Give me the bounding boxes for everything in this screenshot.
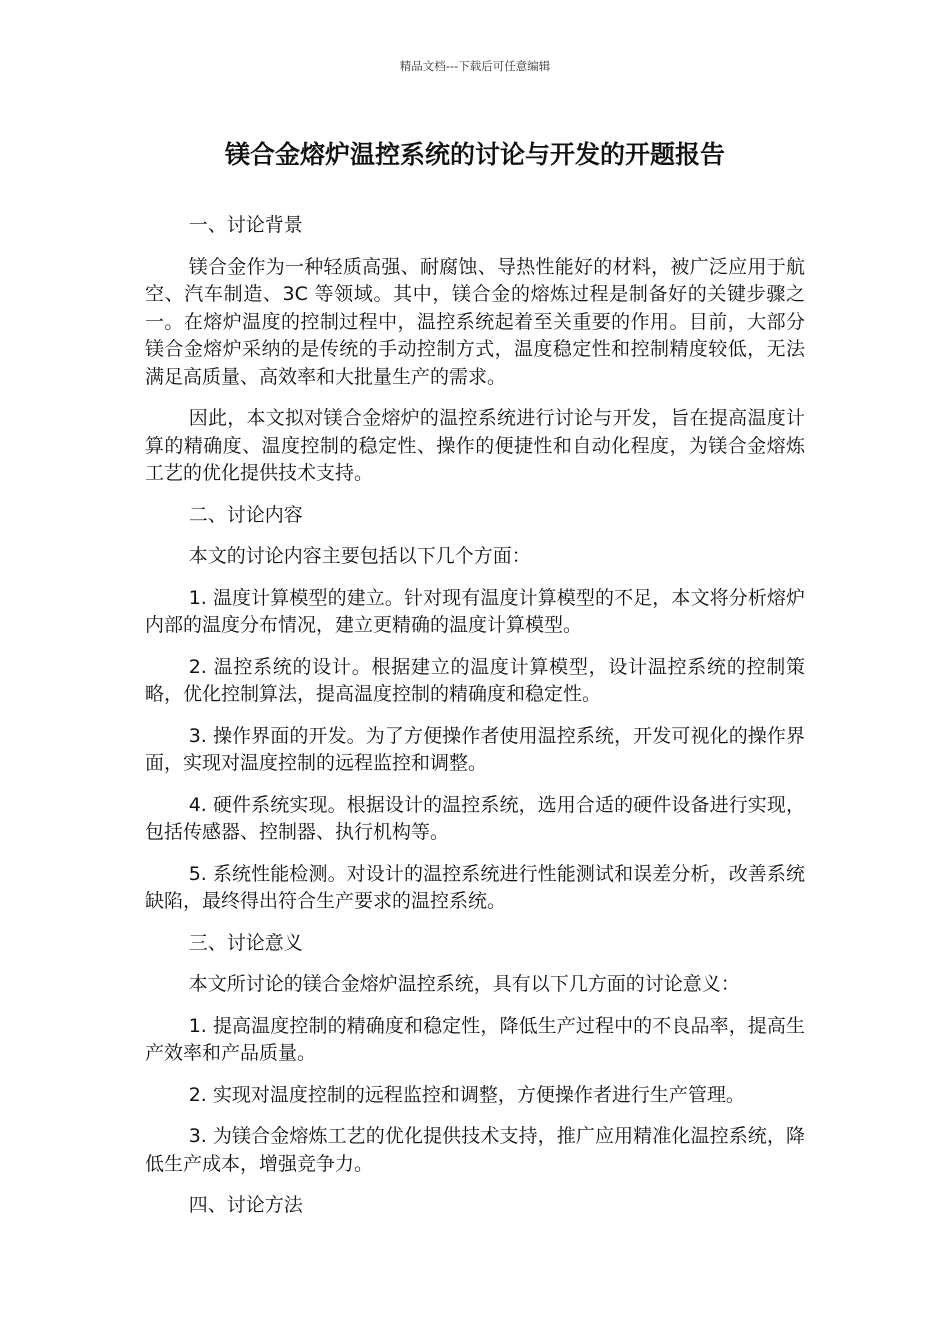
section-heading-significance: 三、讨论意义 — [188, 931, 303, 954]
document-title: 镁合金熔炉温控系统的讨论与开发的开题报告 — [224, 140, 725, 169]
list-item-content-1: 1. 温度计算模型的建立。针对现有温度计算模型的不足，本文将分析熔炉内部的温度分布情况，建立更精确的温度计算模型。 — [145, 586, 805, 636]
list-item-significance-1: 1. 提高温度控制的精确度和稳定性，降低生产过程中的不良品率，提高生产效率和产品质量。 — [145, 1014, 805, 1064]
section-heading-method: 四、讨论方法 — [188, 1194, 303, 1216]
section-heading-background: 一、讨论背景 — [188, 214, 303, 236]
header-note: 精品文档---下载后可任意编辑 — [399, 59, 551, 73]
list-item-content-2: 2. 温控系统的设计。根据建立的温度计算模型，设计温控系统的控制策略，优化控制算法，提高温度控制的精确度和稳定性。 — [145, 655, 805, 705]
document-body — [145, 212, 805, 1234]
list-item-content-3: 3. 操作界面的开发。为了方便操作者使用温控系统，开发可视化的操作界面，实现对温度控制的远程监控和调整。 — [145, 724, 805, 774]
list-item-significance-3: 3. 为镁合金熔炼工艺的优化提供技术支持，推广应用精准化温控系统，降低生产成本，增强竞争力。 — [145, 1125, 805, 1175]
paragraph-background-2: 因此，本文拟对镁合金熔炉的温控系统进行讨论与开发，旨在提高温度计算的精确度、温度控制的稳定性、操作的便捷性和自动化程度，为镁合金熔炼工艺的优化提供技术支持。 — [145, 407, 805, 484]
list-item-significance-2: 2. 实现对温度控制的远程监控和调整，方便操作者进行生产管理。 — [188, 1083, 745, 1106]
list-item-content-5: 5. 系统性能检测。对设计的温控系统进行性能测试和误差分析，改善系统缺陷，最终得出符合生产要求的温控系统。 — [145, 862, 805, 912]
paragraph-significance-intro: 本文所讨论的镁合金熔炉温控系统，具有以下几方面的讨论意义： — [188, 973, 740, 995]
paragraph-content-intro: 本文的讨论内容主要包括以下几个方面： — [188, 545, 531, 567]
paragraph-background-1: 镁合金作为一种轻质高强、耐腐蚀、导热性能好的材料，被广泛应用于航空、汽车制造、3C 等领域。其中，镁合金的熔炼过程是制备好的关键步骤之一。在熔炉温度的控制过程中，温控系统起着至关重要的作用。目前，大部分镁合金熔炉采纳的是传统的手动控制方式，温度稳定性和控制精度较低，无法满足高质量、高效率和大批量生产的需求。 — [145, 255, 805, 388]
list-item-content-4: 4. 硬件系统实现。根据设计的温控系统，选用合适的硬件设备进行实现，包括传感器、控制器、执行机构等。 — [145, 793, 805, 843]
section-heading-content: 二、讨论内容 — [188, 503, 303, 526]
